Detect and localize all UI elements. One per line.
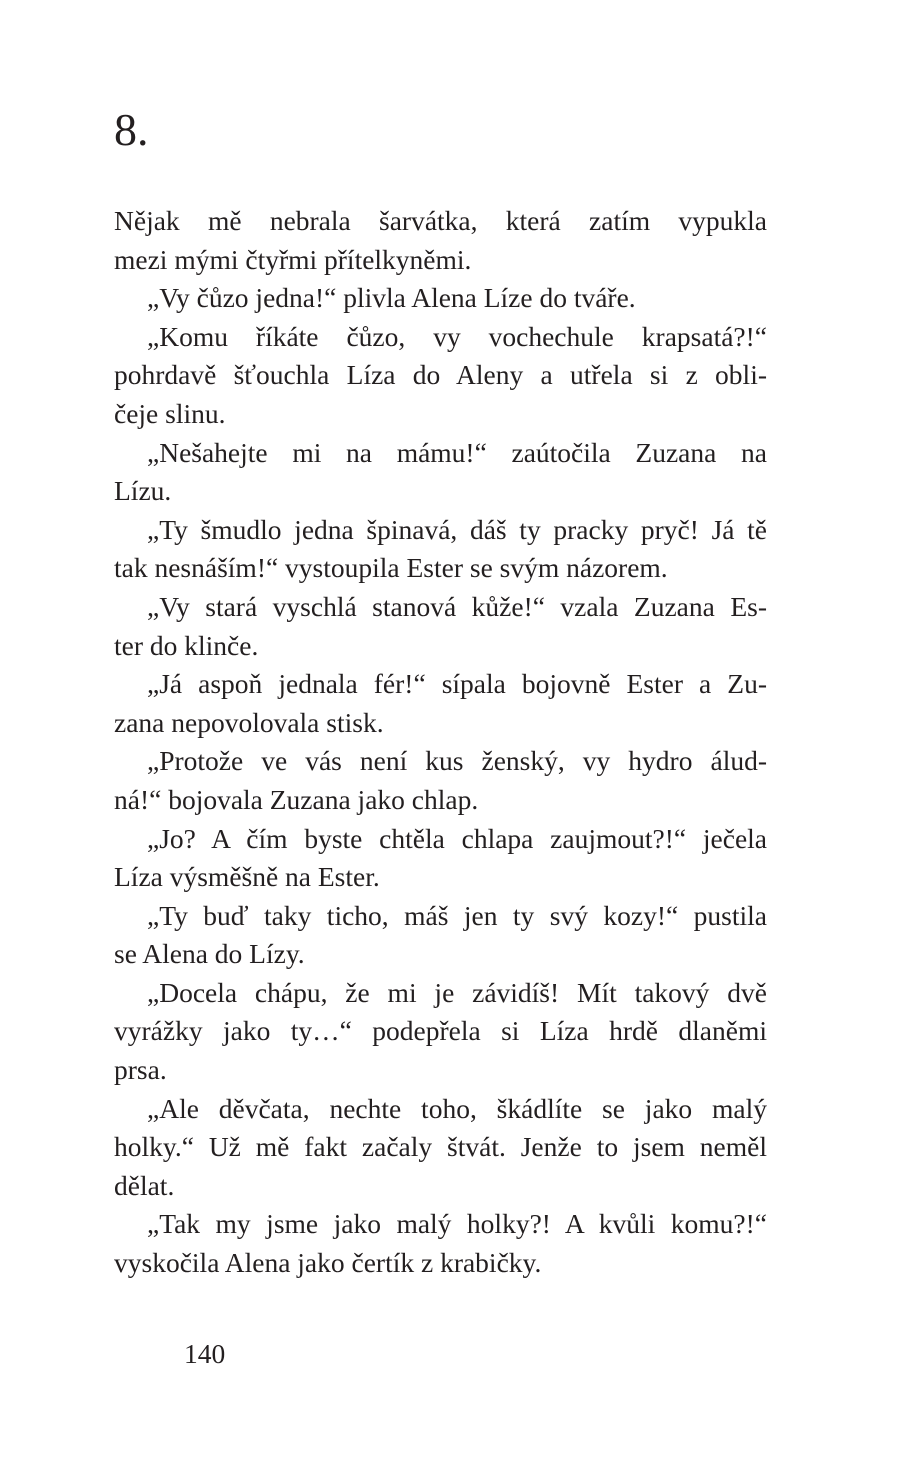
- paragraph: [114, 1090, 767, 1206]
- text-line: se Alena do Lízy.: [114, 938, 305, 970]
- paragraph: [114, 742, 767, 819]
- page-number: 140: [184, 1338, 226, 1369]
- text-line: Nějak mě nebrala šarvátka, která zatím vypukla: [114, 205, 767, 236]
- text-line: „Ty buď taky ticho, máš jen ty svý kozy!“ pustila: [147, 899, 767, 931]
- text-line: ná!“ bojovala Zuzana jako chlap.: [114, 783, 479, 815]
- paragraph: [114, 511, 767, 588]
- text-line: pohrdavě šťouchla Líza do Aleny a utřela si z obli-: [114, 359, 767, 391]
- text-line: „Ale děvčata, nechte toho, škádlíte se jako malý: [147, 1092, 767, 1124]
- paragraph: [114, 202, 767, 279]
- text-line: „Ty šmudlo jedna špinavá, dáš ty pracky pryč! Já tě: [147, 513, 767, 545]
- paragraph: [114, 318, 767, 434]
- paragraph: [114, 588, 767, 665]
- text-line: „Já aspoň jednala fér!“ sípala bojovně Ester a Zu-: [147, 668, 767, 700]
- text-line: zana nepovolovala stisk.: [114, 706, 384, 738]
- text-line: „Komu říkáte čůzo, vy vochechule krapsatá?!“: [147, 320, 767, 352]
- text-line: dělat.: [114, 1169, 175, 1201]
- text-line: Líza výsměšně na Ester.: [114, 861, 380, 893]
- text-line: prsa.: [114, 1054, 167, 1086]
- text-line: Lízu.: [114, 475, 172, 507]
- text-line: vyrážky jako ty…“ podepřela si Líza hrdě dlaněmi: [114, 1015, 767, 1047]
- paragraph: [114, 974, 767, 1090]
- text-line: „Vy stará vyschlá stanová kůže!“ vzala Zuzana Es-: [147, 590, 767, 622]
- text-line: holky.“ Už mě fakt začaly štvát. Jenže to jsem neměl: [114, 1131, 767, 1163]
- text-line: „Vy čůzo jedna!“ plivla Alena Líze do tváře.: [147, 282, 636, 314]
- text-line: vyskočila Alena jako čertík z krabičky.: [114, 1247, 542, 1279]
- text-line: „Docela chápu, že mi je závidíš! Mít takový dvě: [147, 976, 767, 1008]
- chapter-text: [114, 202, 767, 1283]
- text-line: čeje slinu.: [114, 397, 226, 429]
- paragraph: [114, 665, 767, 742]
- paragraph: [114, 820, 767, 897]
- chapter-number: 8.: [114, 104, 149, 155]
- text-line: „Tak my jsme jako malý holky?! A kvůli komu?!“: [147, 1208, 767, 1240]
- paragraph: [114, 434, 767, 511]
- text-line: ter do klinče.: [114, 629, 259, 661]
- paragraph: [114, 897, 767, 974]
- text-line: „Protože ve vás není kus ženský, vy hydro álud-: [147, 745, 767, 777]
- text-line: tak nesnáším!“ vystoupila Ester se svým názorem.: [114, 552, 668, 584]
- text-line: „Jo? A čím byste chtěla chlapa zaujmout?!“ ječela: [147, 822, 767, 854]
- text-line: „Nešahejte mi na mámu!“ zaútočila Zuzana na: [147, 436, 767, 468]
- paragraph: [114, 279, 767, 318]
- paragraph: [114, 1205, 767, 1282]
- text-line: mezi mými čtyřmi přítelkyněmi.: [114, 243, 472, 275]
